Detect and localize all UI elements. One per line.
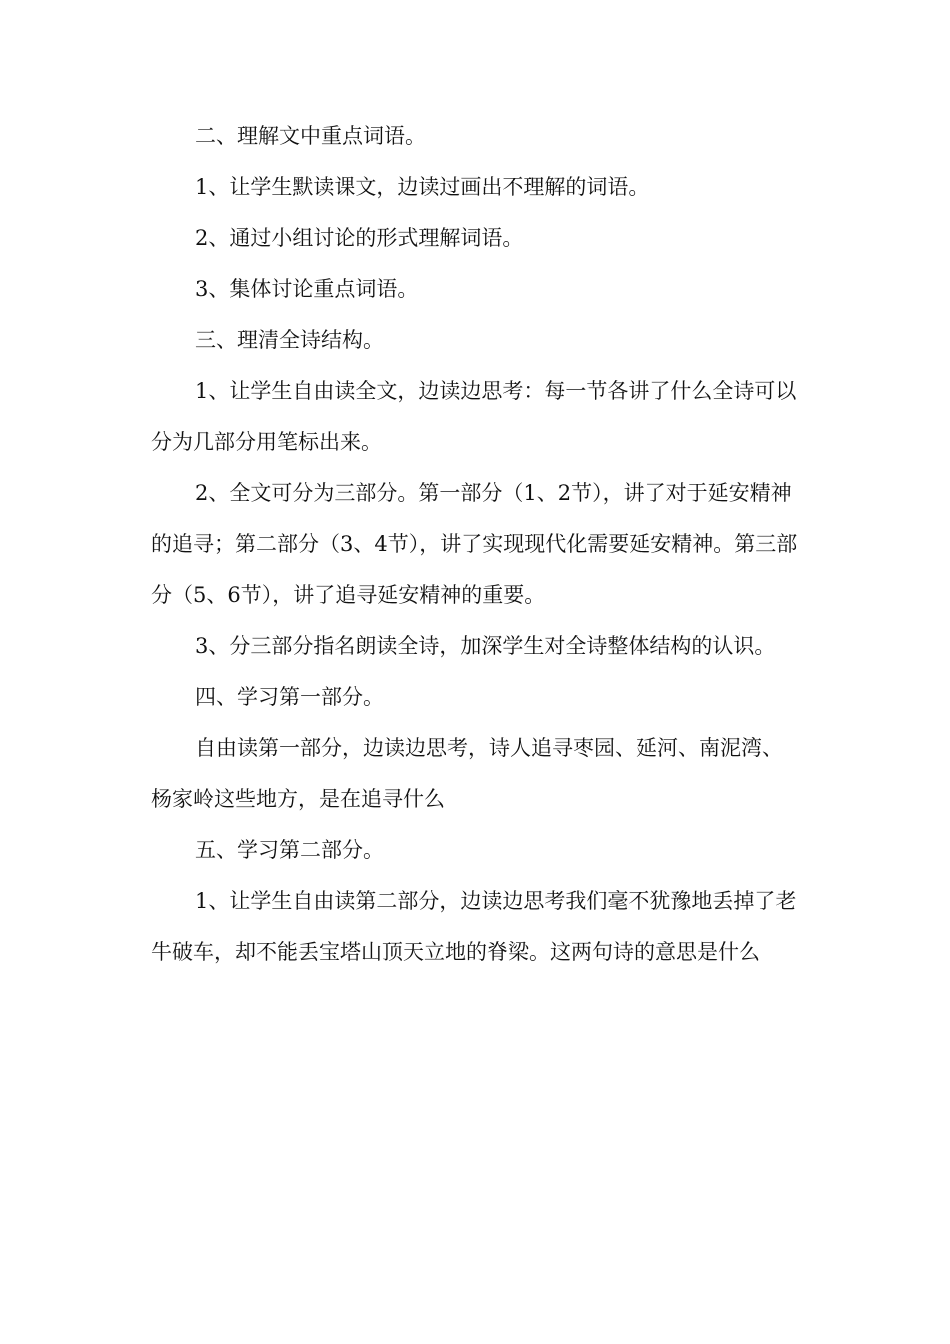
paragraph: 1、让学生默读课文，边读过画出不理解的词语。: [195, 175, 650, 199]
document-body: [151, 111, 803, 978]
section-heading-4: 四、学习第一部分。: [195, 685, 384, 709]
paragraph: 1、让学生自由读第二部分，边读边思考我们毫不犹豫地丢掉了老牛破车，却不能丢宝塔山顶天立地的脊梁。这两句诗的意思是什么: [151, 889, 797, 964]
section-heading-2: 二、理解文中重点词语。: [195, 124, 426, 148]
section-heading-3: 三、理清全诗结构。: [195, 328, 384, 352]
paragraph: 3、集体讨论重点词语。: [195, 277, 419, 301]
paragraph: 自由读第一部分，边读边思考，诗人追寻枣园、延河、南泥湾、杨家岭这些地方，是在追寻什么: [151, 736, 783, 811]
section-heading-5: 五、学习第二部分。: [195, 838, 384, 862]
paragraph: 2、通过小组讨论的形式理解词语。: [195, 226, 524, 250]
paragraph: 1、让学生自由读全文，边读边思考：每一节各讲了什么全诗可以分为几部分用笔标出来。: [151, 379, 797, 454]
paragraph: 3、分三部分指名朗读全诗，加深学生对全诗整体结构的认识。: [195, 634, 776, 658]
paragraph: 2、全文可分为三部分。第一部分（1、2节），讲了对于延安精神的追寻；第二部分（3、4节），讲了实现现代化需要延安精神。第三部分（5、6节），讲了追寻延安精神的重要。: [151, 481, 798, 607]
